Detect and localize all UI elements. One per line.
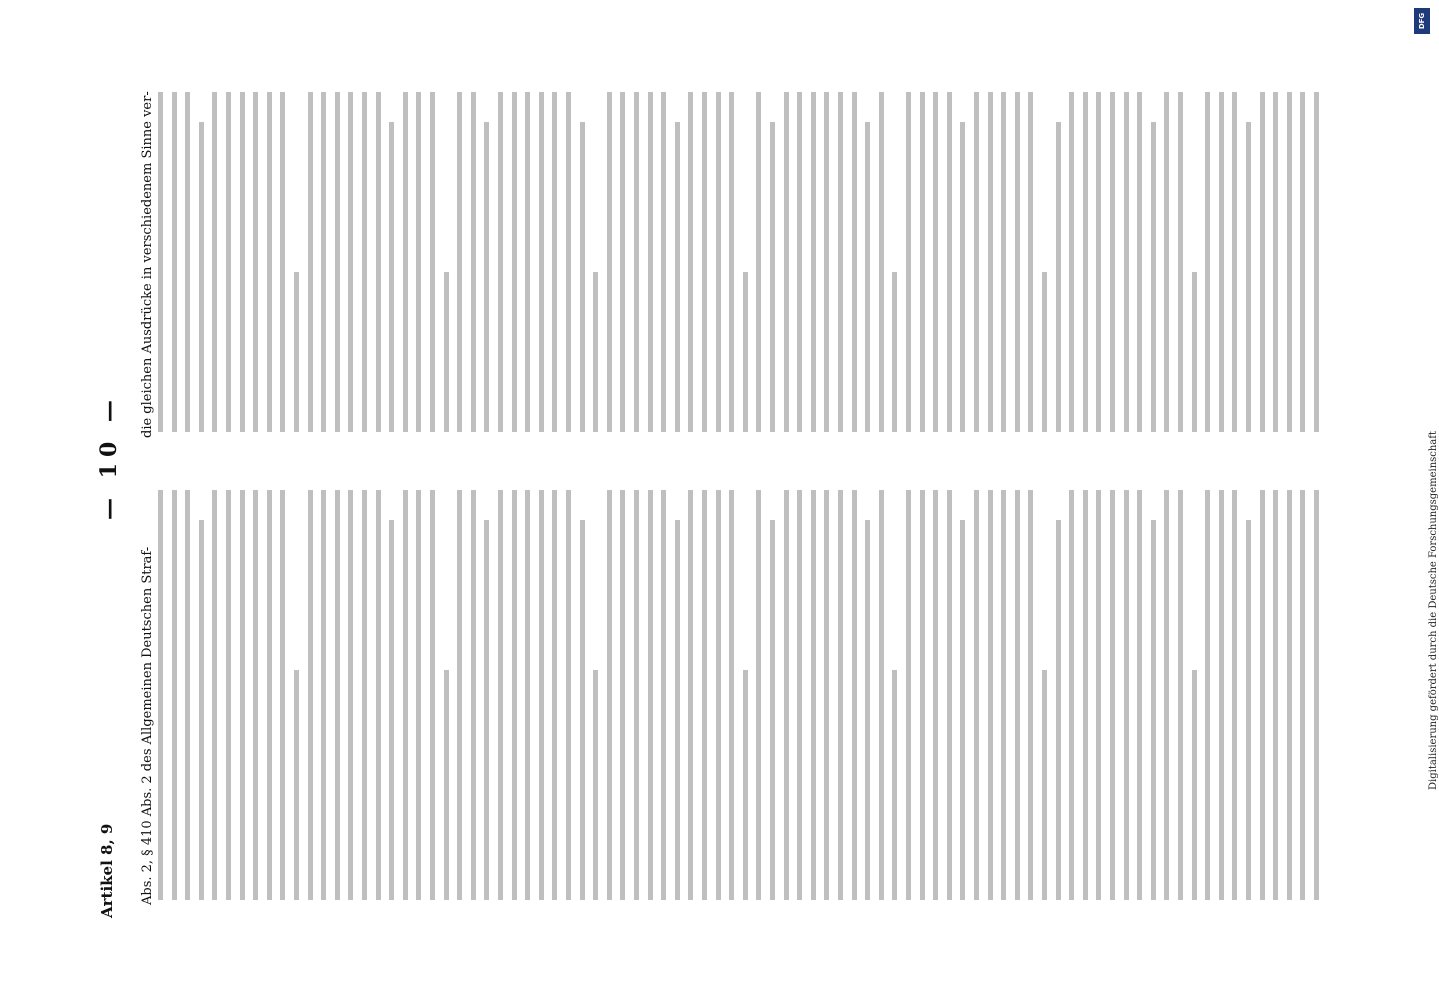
text-line	[308, 490, 313, 900]
text-line	[988, 92, 993, 432]
text-line	[1028, 92, 1033, 432]
text-line	[158, 92, 163, 432]
text-line	[1042, 272, 1047, 432]
text-line	[1096, 490, 1101, 900]
text-line	[770, 520, 775, 900]
text-line	[688, 92, 693, 432]
text-line	[321, 92, 326, 432]
text-line	[1205, 92, 1210, 432]
text-line	[892, 670, 897, 900]
text-line	[906, 92, 911, 432]
text-line	[1314, 92, 1319, 432]
text-line	[199, 520, 204, 900]
text-line	[933, 92, 938, 432]
text-line	[716, 92, 721, 432]
right-column-first-line: die gleichen Ausdrücke in verschiedenem Sinne ver-	[140, 91, 155, 438]
text-line	[1192, 670, 1197, 900]
text-line	[974, 92, 979, 432]
text-line	[389, 122, 394, 432]
text-line	[389, 520, 394, 900]
text-line	[471, 490, 476, 900]
text-line	[1056, 520, 1061, 900]
text-line	[1056, 122, 1061, 432]
text-line	[620, 92, 625, 432]
text-line	[1015, 92, 1020, 432]
text-line	[1192, 272, 1197, 432]
text-line	[1124, 92, 1129, 432]
text-line	[348, 92, 353, 432]
text-line	[1042, 670, 1047, 900]
text-line	[199, 122, 204, 432]
text-line	[1287, 92, 1292, 432]
text-line	[906, 490, 911, 900]
text-line	[253, 490, 258, 900]
text-line	[688, 490, 693, 900]
text-line	[797, 490, 802, 900]
text-line	[1083, 92, 1088, 432]
text-line	[280, 92, 285, 432]
text-line	[675, 520, 680, 900]
text-line	[566, 92, 571, 432]
text-line	[308, 92, 313, 432]
text-line	[838, 490, 843, 900]
text-line	[172, 490, 177, 900]
text-line	[1151, 122, 1156, 432]
text-line	[784, 490, 789, 900]
page-number: — 10 —	[96, 394, 122, 520]
text-line	[648, 490, 653, 900]
text-line	[1273, 490, 1278, 900]
text-line	[525, 92, 530, 432]
text-line	[280, 490, 285, 900]
text-line	[1260, 490, 1265, 900]
text-line	[566, 490, 571, 900]
text-line	[403, 92, 408, 432]
left-column-first-line: Abs. 2, § 410 Abs. 2 des Allgemeinen Deutschen Straf-	[140, 546, 155, 905]
text-line	[988, 490, 993, 900]
text-line	[1232, 490, 1237, 900]
text-line	[1219, 490, 1224, 900]
text-line	[756, 92, 761, 432]
text-line	[1287, 490, 1292, 900]
text-line	[185, 92, 190, 432]
text-line	[797, 92, 802, 432]
text-line	[294, 670, 299, 900]
text-line	[444, 670, 449, 900]
text-line	[1124, 490, 1129, 900]
text-line	[960, 520, 965, 900]
text-line	[498, 92, 503, 432]
text-line	[593, 670, 598, 900]
text-line	[865, 520, 870, 900]
text-line	[539, 92, 544, 432]
text-line	[376, 92, 381, 432]
digitization-note: Digitalisierung gefördert durch die Deutsche Forschungsgemeinschaft	[1428, 431, 1439, 790]
text-line	[1246, 122, 1251, 432]
text-line	[756, 490, 761, 900]
text-line	[226, 490, 231, 900]
text-line	[811, 92, 816, 432]
text-line	[457, 490, 462, 900]
text-line	[1083, 490, 1088, 900]
text-line	[1137, 92, 1142, 432]
text-line	[253, 92, 258, 432]
text-line	[580, 122, 585, 432]
text-line	[1110, 92, 1115, 432]
text-line	[226, 92, 231, 432]
text-line	[852, 490, 857, 900]
text-line	[1314, 490, 1319, 900]
text-line	[212, 92, 217, 432]
text-line	[1178, 92, 1183, 432]
text-line	[920, 490, 925, 900]
text-line	[661, 92, 666, 432]
text-line	[1137, 490, 1142, 900]
text-line	[729, 92, 734, 432]
text-line	[212, 490, 217, 900]
text-line	[974, 490, 979, 900]
text-line	[879, 92, 884, 432]
text-line	[539, 490, 544, 900]
text-line	[1096, 92, 1101, 432]
text-line	[743, 272, 748, 432]
text-line	[430, 490, 435, 900]
text-line	[376, 490, 381, 900]
text-line	[1028, 490, 1033, 900]
text-line	[770, 122, 775, 432]
text-line	[824, 92, 829, 432]
text-line	[525, 490, 530, 900]
text-line	[892, 272, 897, 432]
text-line	[1178, 490, 1183, 900]
text-line	[1246, 520, 1251, 900]
text-line	[634, 92, 639, 432]
text-line	[1300, 92, 1305, 432]
text-line	[1260, 92, 1265, 432]
text-line	[1015, 490, 1020, 900]
text-line	[335, 92, 340, 432]
text-line	[471, 92, 476, 432]
text-line	[1069, 490, 1074, 900]
text-line	[661, 490, 666, 900]
text-line	[675, 122, 680, 432]
text-line	[484, 520, 489, 900]
text-line	[607, 92, 612, 432]
text-line	[1219, 92, 1224, 432]
text-line	[321, 490, 326, 900]
text-line	[593, 272, 598, 432]
text-line	[172, 92, 177, 432]
text-line	[1001, 92, 1006, 432]
text-line	[580, 520, 585, 900]
text-line	[607, 490, 612, 900]
text-line	[158, 490, 163, 900]
text-line	[960, 122, 965, 432]
text-line	[362, 92, 367, 432]
text-line	[1164, 92, 1169, 432]
text-line	[933, 490, 938, 900]
text-line	[865, 122, 870, 432]
text-line	[335, 490, 340, 900]
text-line	[294, 272, 299, 432]
text-line	[838, 92, 843, 432]
text-line	[634, 490, 639, 900]
text-line	[484, 122, 489, 432]
text-line	[729, 490, 734, 900]
text-line	[1273, 92, 1278, 432]
text-line	[267, 490, 272, 900]
text-line	[1164, 490, 1169, 900]
text-line	[879, 490, 884, 900]
text-line	[1110, 490, 1115, 900]
text-line	[784, 92, 789, 432]
text-line	[416, 490, 421, 900]
text-line	[552, 490, 557, 900]
text-line	[947, 92, 952, 432]
text-line	[811, 490, 816, 900]
text-line	[648, 92, 653, 432]
text-line	[498, 490, 503, 900]
text-line	[1069, 92, 1074, 432]
text-line	[416, 92, 421, 432]
text-line	[743, 670, 748, 900]
dfg-logo: DFG	[1414, 8, 1430, 34]
text-line	[1151, 520, 1156, 900]
text-line	[552, 92, 557, 432]
text-line	[185, 490, 190, 900]
text-line	[403, 490, 408, 900]
text-line	[444, 272, 449, 432]
text-line	[240, 92, 245, 432]
text-line	[920, 92, 925, 432]
text-line	[716, 490, 721, 900]
running-header: Artikel 8, 9	[98, 823, 116, 918]
text-line	[267, 92, 272, 432]
text-line	[430, 92, 435, 432]
text-line	[1001, 490, 1006, 900]
text-line	[947, 490, 952, 900]
text-line	[620, 490, 625, 900]
text-line	[362, 490, 367, 900]
text-line	[1232, 92, 1237, 432]
text-line	[1300, 490, 1305, 900]
text-line	[852, 92, 857, 432]
text-line	[512, 92, 517, 432]
text-line	[702, 92, 707, 432]
text-line	[457, 92, 462, 432]
text-line	[1205, 490, 1210, 900]
text-line	[512, 490, 517, 900]
text-line	[240, 490, 245, 900]
text-line	[824, 490, 829, 900]
text-line	[702, 490, 707, 900]
text-line	[348, 490, 353, 900]
